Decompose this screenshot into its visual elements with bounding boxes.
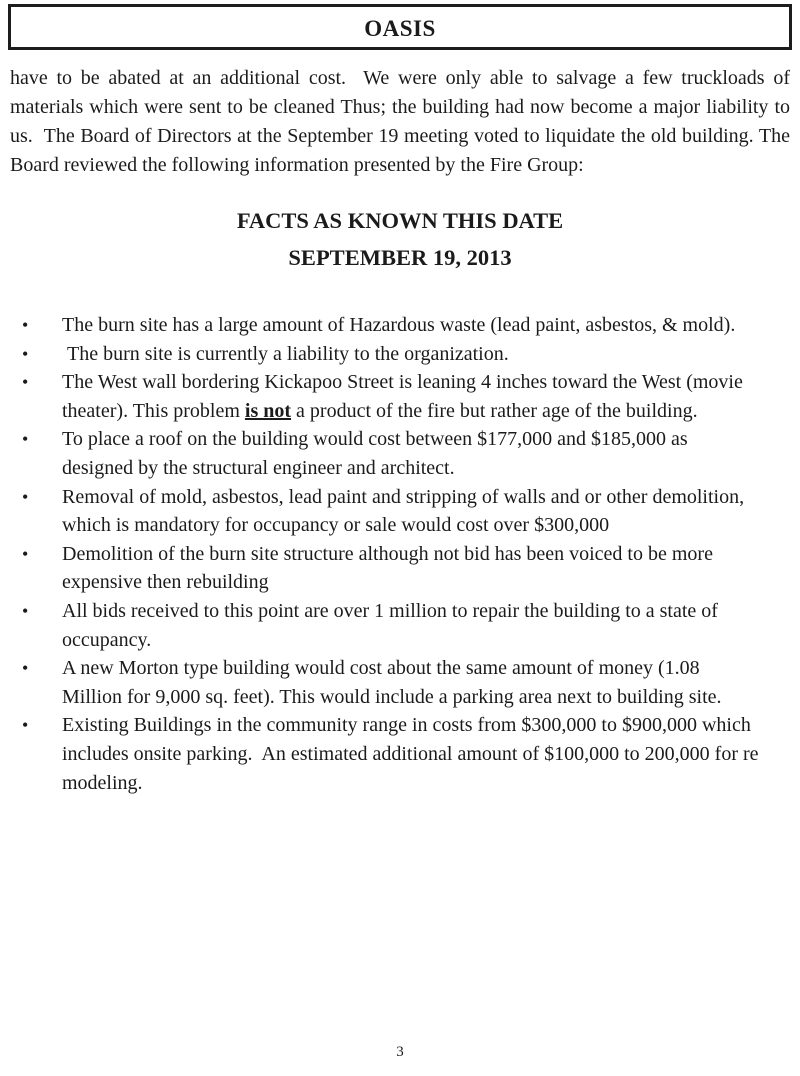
list-item xyxy=(22,597,760,654)
page-number: 3 xyxy=(396,1044,404,1060)
list-item xyxy=(22,483,760,540)
facts-list xyxy=(0,311,764,797)
list-item-text: A new Morton type building would cost about the same amount of money (1.08 Million for 9,000 sq. feet). This would include a parking area next to building site. xyxy=(62,657,722,708)
list-item-text: The West wall bordering Kickapoo Street is leaning 4 inches toward the West (movie theater). This problem xyxy=(62,371,748,422)
list-item xyxy=(22,711,764,797)
bullet-icon: • xyxy=(22,600,29,621)
list-item xyxy=(22,540,760,597)
list-item xyxy=(22,654,760,711)
bullet-icon: • xyxy=(22,658,29,679)
bullet-icon: • xyxy=(22,343,29,364)
facts-date-heading: SEPTEMBER 19, 2013 xyxy=(288,245,512,270)
list-item-text: The burn site has a large amount of Hazardous waste (lead paint, asbestos, & mold). xyxy=(62,314,736,336)
facts-heading: FACTS AS KNOWN THIS DATE xyxy=(236,208,564,233)
list-item-text: Demolition of the burn site structure although not bid has been voiced to be more expensive then rebuilding xyxy=(62,542,718,594)
list-item-text: The burn site is currently a liability to the organization. xyxy=(62,342,509,365)
bullet-icon: • xyxy=(22,429,29,450)
list-item xyxy=(22,311,760,340)
list-item xyxy=(22,368,760,425)
page-header-box xyxy=(8,4,792,50)
list-item-text: Existing Buildings in the community range in costs from $300,000 to $900,000 which includes onsite parking. An estimated additional amount of $100,000 to 200,000 for re modeling. xyxy=(62,714,764,794)
intro-paragraph: have to be abated at an additional cost. We were only able to salvage a few truckloads of materials which were sent to be cleaned Thus; the building had now become a major liability to us. The Board of Directors at the September 19 meeting voted to liquidate the old building. The Board reviewed the following information presented by the Fire Group: xyxy=(10,67,795,176)
list-item xyxy=(22,425,760,482)
list-item-text: Removal of mold, asbestos, lead paint and stripping of walls and or other demolition, which is mandatory for occupancy or sale would cost over $300,000 xyxy=(62,485,750,537)
bullet-icon: • xyxy=(22,543,29,564)
list-item-text: a product of the fire but rather age of the building. xyxy=(291,399,698,422)
list-item-text: All bids received to this point are over 1 million to repair the building to a state of occupancy. xyxy=(62,599,723,651)
bullet-icon: • xyxy=(22,372,29,393)
emphasized-text: is not xyxy=(244,399,292,422)
bullet-icon: • xyxy=(22,315,29,335)
list-item-text: To place a roof on the building would cost between $177,000 and $185,000 as designed by the structural engineer and architect. xyxy=(62,428,693,479)
list-item xyxy=(22,340,760,369)
document-title: OASIS xyxy=(364,15,436,41)
bullet-icon: • xyxy=(22,486,29,507)
bullet-icon: • xyxy=(22,715,29,736)
